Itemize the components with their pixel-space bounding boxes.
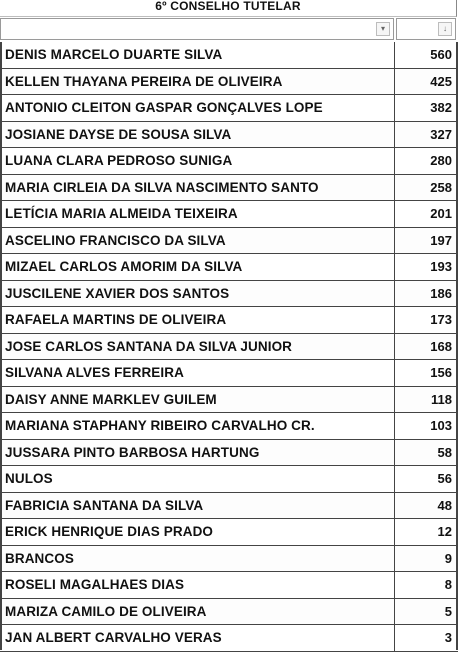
- table-row[interactable]: [0, 228, 458, 255]
- table-row[interactable]: [0, 254, 458, 281]
- candidate-name-cell[interactable]: JOSIANE DAYSE DE SOUSA SILVA: [0, 122, 395, 148]
- vote-count-cell[interactable]: 193: [430, 259, 452, 274]
- candidate-name-cell[interactable]: JAN ALBERT CARVALHO VERAS: [0, 625, 395, 651]
- table-row[interactable]: [0, 625, 458, 652]
- vote-count-cell[interactable]: 118: [431, 391, 452, 407]
- candidate-name-cell[interactable]: DENIS MARCELO DUARTE SILVA: [0, 42, 395, 68]
- filter-cell-votes[interactable]: [396, 18, 456, 40]
- vote-count-cell[interactable]: 327: [430, 126, 452, 142]
- vote-count-cell[interactable]: 560: [430, 47, 452, 62]
- table-row[interactable]: [0, 334, 458, 361]
- vote-count-cell[interactable]: 3: [444, 630, 452, 645]
- table-row[interactable]: [0, 466, 458, 493]
- filter-cell-name[interactable]: [0, 18, 394, 40]
- candidate-name-cell[interactable]: RAFAELA MARTINS DE OLIVEIRA: [0, 307, 395, 333]
- table-row[interactable]: [0, 42, 458, 69]
- results-table: [0, 42, 458, 652]
- table-row[interactable]: [0, 201, 458, 228]
- table-row[interactable]: [0, 440, 458, 467]
- candidate-name-cell[interactable]: BRANCOS: [0, 546, 395, 572]
- table-left-border: [0, 42, 2, 650]
- vote-count-cell[interactable]: 5: [444, 603, 452, 619]
- table-right-border: [456, 42, 458, 650]
- candidate-name-cell[interactable]: MARIZA CAMILO DE OLIVEIRA: [0, 599, 395, 625]
- vote-count-cell[interactable]: 56: [437, 471, 452, 486]
- candidate-name-cell[interactable]: MARIA CIRLEIA DA SILVA NASCIMENTO SANTO: [0, 175, 395, 201]
- vote-count-cell[interactable]: 48: [437, 497, 452, 513]
- candidate-name-cell[interactable]: JOSE CARLOS SANTANA DA SILVA JUNIOR: [0, 334, 395, 360]
- vote-count-cell[interactable]: 425: [430, 73, 452, 89]
- candidate-name-cell[interactable]: ASCELINO FRANCISCO DA SILVA: [0, 228, 395, 254]
- vote-count-cell[interactable]: 156: [430, 365, 452, 380]
- filter-row: [0, 16, 456, 44]
- table-row[interactable]: [0, 122, 458, 149]
- vote-count-cell[interactable]: 8: [444, 577, 452, 592]
- table-row[interactable]: [0, 599, 458, 626]
- vote-count-cell[interactable]: 280: [430, 153, 452, 168]
- candidate-name-cell[interactable]: KELLEN THAYANA PEREIRA DE OLIVEIRA: [0, 69, 395, 95]
- candidate-name-cell[interactable]: MARIANA STAPHANY RIBEIRO CARVALHO CR.: [0, 413, 395, 439]
- table-row[interactable]: [0, 175, 458, 202]
- sort-descending-icon[interactable]: ↓: [438, 22, 452, 36]
- table-row[interactable]: [0, 413, 458, 440]
- candidate-name-cell[interactable]: ROSELI MAGALHAES DIAS: [0, 572, 395, 598]
- candidate-name-cell[interactable]: ERICK HENRIQUE DIAS PRADO: [0, 519, 395, 545]
- vote-count-cell[interactable]: 197: [430, 232, 452, 248]
- vote-count-cell[interactable]: 58: [437, 444, 452, 460]
- table-row[interactable]: [0, 546, 458, 573]
- vote-count-cell[interactable]: 103: [430, 418, 452, 433]
- sheet-title: 6º CONSELHO TUTELAR: [0, 0, 457, 17]
- candidate-name-cell[interactable]: LUANA CLARA PEDROSO SUNIGA: [0, 148, 395, 174]
- candidate-name-cell[interactable]: SILVANA ALVES FERREIRA: [0, 360, 395, 386]
- candidate-name-cell[interactable]: LETÍCIA MARIA ALMEIDA TEIXEIRA: [0, 201, 395, 227]
- candidate-name-cell[interactable]: ANTONIO CLEITON GASPAR GONÇALVES LOPE: [0, 95, 395, 121]
- vote-count-cell[interactable]: 173: [430, 312, 452, 327]
- table-row[interactable]: [0, 281, 458, 308]
- vote-count-cell[interactable]: 186: [430, 285, 452, 301]
- vote-count-cell[interactable]: 258: [430, 179, 452, 195]
- candidate-name-cell[interactable]: DAISY ANNE MARKLEV GUILEM: [0, 387, 395, 413]
- vote-count-cell[interactable]: 12: [437, 524, 452, 539]
- table-row[interactable]: [0, 519, 458, 546]
- table-row[interactable]: [0, 387, 458, 414]
- vote-count-cell[interactable]: 201: [430, 206, 452, 221]
- table-row[interactable]: [0, 148, 458, 175]
- table-row[interactable]: [0, 69, 458, 96]
- candidate-name-cell[interactable]: MIZAEL CARLOS AMORIM DA SILVA: [0, 254, 395, 280]
- table-row[interactable]: [0, 307, 458, 334]
- table-row[interactable]: [0, 572, 458, 599]
- table-row[interactable]: [0, 95, 458, 122]
- table-row[interactable]: [0, 493, 458, 520]
- table-row[interactable]: [0, 360, 458, 387]
- candidate-name-cell[interactable]: JUSSARA PINTO BARBOSA HARTUNG: [0, 440, 395, 466]
- vote-count-cell[interactable]: 168: [430, 338, 452, 354]
- filter-dropdown-icon[interactable]: ▾: [376, 22, 390, 36]
- candidate-name-cell[interactable]: NULOS: [0, 466, 395, 492]
- vote-count-cell[interactable]: 9: [444, 550, 452, 566]
- vote-count-cell[interactable]: 382: [430, 100, 452, 115]
- candidate-name-cell[interactable]: JUSCILENE XAVIER DOS SANTOS: [0, 281, 395, 307]
- candidate-name-cell[interactable]: FABRICIA SANTANA DA SILVA: [0, 493, 395, 519]
